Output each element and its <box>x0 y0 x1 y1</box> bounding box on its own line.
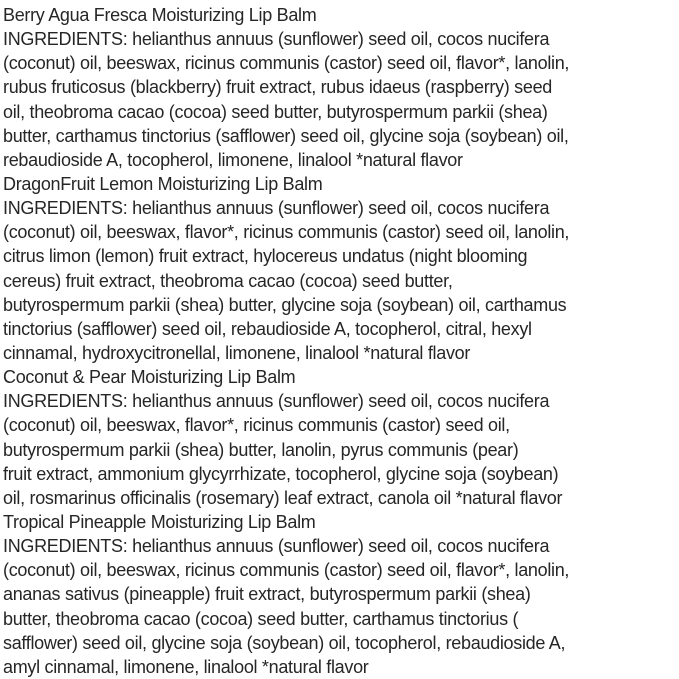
ingredients-line: butyrospermum parkii (shea) butter, lanolin, pyrus communis (pear) <box>3 439 519 460</box>
product-section-dragonfruit-lemon <box>3 172 679 365</box>
ingredients-line: amyl cinnamal, limonene, linalool *natural flavor <box>3 656 369 677</box>
product-section-tropical-pineapple <box>3 510 679 679</box>
product-title: DragonFruit Lemon Moisturizing Lip Balm <box>3 173 323 194</box>
ingredients-line: tinctorius (safflower) seed oil, rebaudioside A, tocopherol, citral, hexyl <box>3 318 532 339</box>
ingredients-line: citrus limon (lemon) fruit extract, hylocereus undatus (night blooming <box>3 246 528 267</box>
ingredients-line: INGREDIENTS: helianthus annuus (sunflower) seed oil, cocos nucifera <box>3 536 550 557</box>
ingredients-line: safflower) seed oil, glycine soja (soybean) oil, tocopherol, rebaudioside A, <box>3 632 566 653</box>
ingredients-line: rubus fruticosus (blackberry) fruit extract, rubus idaeus (raspberry) seed <box>3 77 553 98</box>
ingredients-line: rebaudioside A, tocopherol, limonene, linalool *natural flavor <box>3 149 463 170</box>
ingredients-line: butter, carthamus tinctorius (safflower) seed oil, glycine soja (soybean) oil, <box>3 125 569 146</box>
ingredients-line: INGREDIENTS: helianthus annuus (sunflower) seed oil, cocos nucifera <box>3 198 550 219</box>
ingredients-line: butter, theobroma cacao (cocoa) seed butter, carthamus tinctorius ( <box>3 608 519 629</box>
ingredients-line: ananas sativus (pineapple) fruit extract, butyrospermum parkii (shea) <box>3 584 531 605</box>
ingredients-line: (coconut) oil, beeswax, ricinus communis (castor) seed oil, flavor*, lanolin, <box>3 53 570 74</box>
ingredients-line: cereus) fruit extract, theobroma cacao (cocoa) seed butter, <box>3 270 453 291</box>
product-section-coconut-pear <box>3 365 679 510</box>
ingredients-line: (coconut) oil, beeswax, flavor*, ricinus communis (castor) seed oil, lanolin, <box>3 222 570 243</box>
ingredients-line: (coconut) oil, beeswax, flavor*, ricinus communis (castor) seed oil, <box>3 415 510 436</box>
product-title: Berry Agua Fresca Moisturizing Lip Balm <box>3 5 317 25</box>
ingredients-line: butyrospermum parkii (shea) butter, glycine soja (soybean) oil, carthamus <box>3 294 567 315</box>
ingredients-line: oil, rosmarinus officinalis (rosemary) leaf extract, canola oil *natural flavor <box>3 487 563 508</box>
product-title: Tropical Pineapple Moisturizing Lip Balm <box>3 511 316 532</box>
ingredients-line: fruit extract, ammonium glycyrrhizate, tocopherol, glycine soja (soybean) <box>3 463 559 484</box>
product-section-berry-agua-fresca <box>3 3 679 172</box>
ingredients-line: (coconut) oil, beeswax, ricinus communis (castor) seed oil, flavor*, lanolin, <box>3 560 570 581</box>
ingredients-line: cinnamal, hydroxycitronellal, limonene, linalool *natural flavor <box>3 342 471 363</box>
ingredients-line: INGREDIENTS: helianthus annuus (sunflower) seed oil, cocos nucifera <box>3 391 550 412</box>
ingredients-line: INGREDIENTS: helianthus annuus (sunflower) seed oil, cocos nucifera <box>3 29 550 50</box>
ingredients-line: oil, theobroma cacao (cocoa) seed butter, butyrospermum parkii (shea) <box>3 101 548 122</box>
product-title: Coconut & Pear Moisturizing Lip Balm <box>3 367 296 388</box>
